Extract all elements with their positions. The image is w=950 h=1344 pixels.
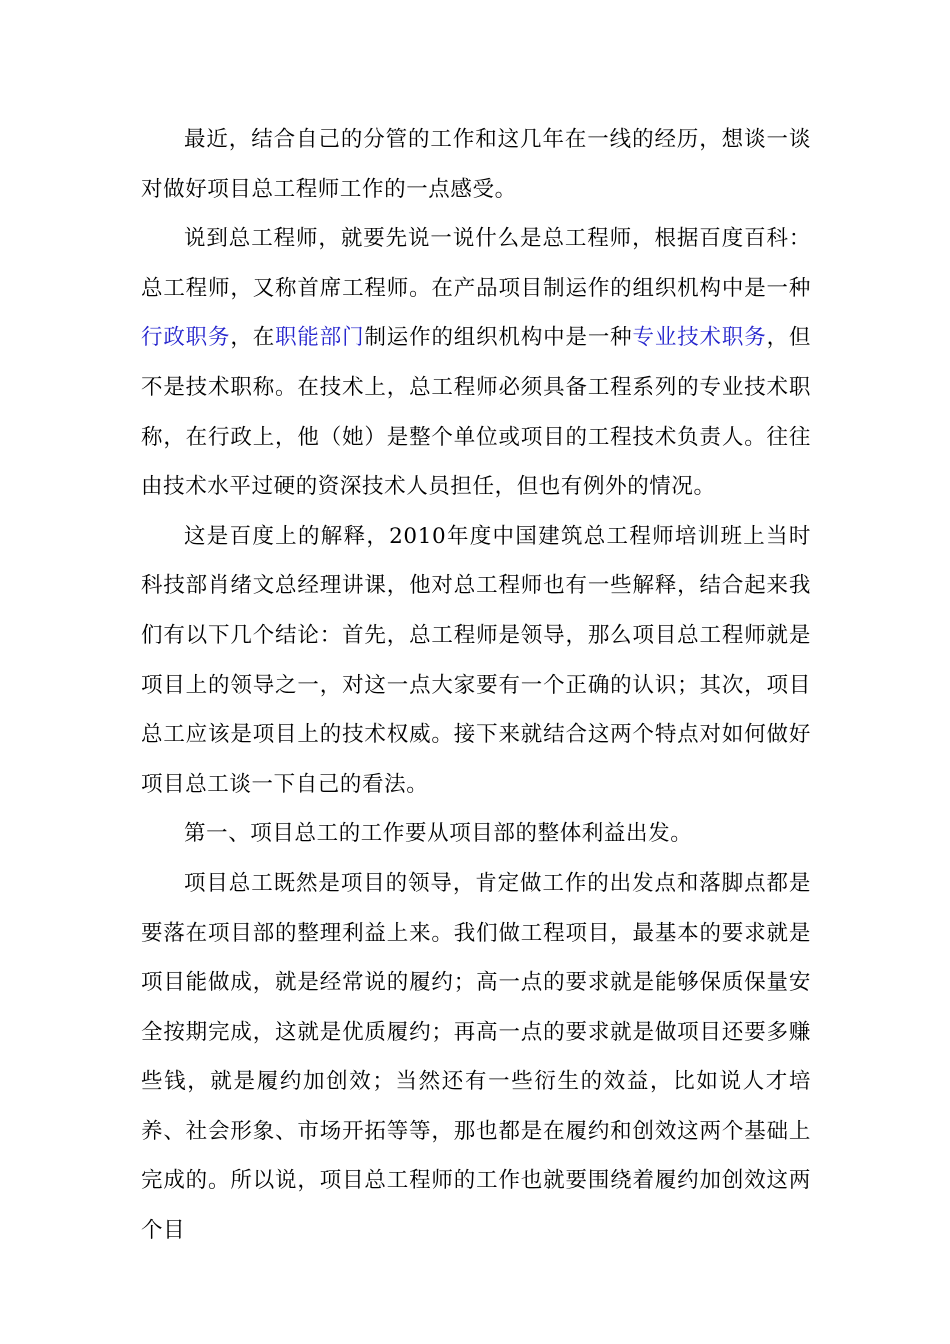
paragraph-intro: 最近，结合自己的分管的工作和这几年在一线的经历，想谈一谈对做好项目总工程师工作的一点感受。 <box>141 127 811 202</box>
definition-text-3: 制运作的组织机构中是一种 <box>364 325 633 351</box>
link-professional-technical-position[interactable]: 专业技术职务 <box>632 325 767 351</box>
link-administrative-position[interactable]: 行政职务 <box>141 325 231 351</box>
paragraph-project-interest: 项目总工既然是项目的领导，肯定做工作的出发点和落脚点都是要落在项目部的整理利益上来。我们做工程项目，最基本的要求就是项目能做成，就是经常说的履约；高一点的要求就是能够保质保量安全按期完成，这就是优质履约；再高一点的要求就是做项目还要多赚些钱，就是履约加创效；当然还有一些衍生的效益，比如说人才培养、社会形象、市场开拓等等，那也都是在履约和创效这两个基础上完成的。所以说，项目总工程师的工作也就要围绕着履约加创效这两个目 <box>141 870 811 1244</box>
document-body <box>141 115 811 1256</box>
link-functional-department[interactable]: 职能部门 <box>275 325 365 351</box>
paragraph-conclusions: 这是百度上的解释，2010年度中国建筑总工程师培训班上当时科技部肖绪文总经理讲课，他对总工程师也有一些解释，结合起来我们有以下几个结论：首先，总工程师是领导，那么项目总工程师就是项目上的领导之一，对这一点大家要有一个正确的认识；其次，项目总工应该是项目上的技术权威。接下来就结合这两个特点对如何做好项目总工谈一下自己的看法。 <box>141 523 811 797</box>
definition-text-4: ，但不是技术职称。在技术上，总工程师必须具备工程系列的专业技术职称，在行政上，他（她）是整个单位或项目的工程技术负责人。往往由技术水平过硬的资深技术人员担任，但也有例外的情况。 <box>141 325 812 500</box>
definition-text-1: 说到总工程师，就要先说一说什么是总工程师，根据百度百科：总工程师，又称首席工程师。在产品项目制运作的组织机构中是一种 <box>141 226 811 301</box>
paragraph-section-heading: 第一、项目总工的工作要从项目部的整体利益出发。 <box>184 821 693 847</box>
paragraph-definition <box>141 214 811 512</box>
definition-text-2: ，在 <box>230 325 276 351</box>
